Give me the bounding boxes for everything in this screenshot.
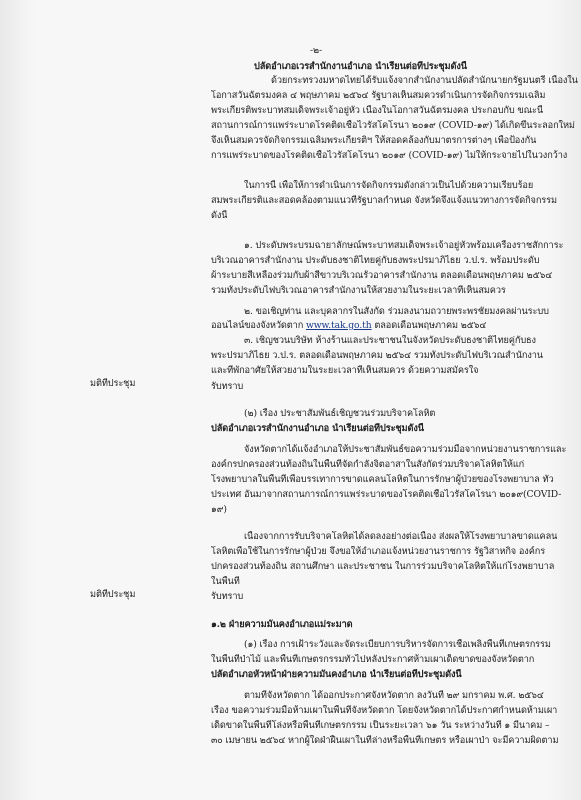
page-number: -๒- — [310, 45, 322, 56]
text-line: โลหิตเพื่อใช้ในการรักษาผู้ป่วย จึงขอให้อำเภอแจ้งหน่วยงานราชการ รัฐวิสาหกิจ องค์กร — [211, 546, 546, 557]
text-line: จึงเห็นสมควรจัดกิจกรรมเฉลิมพระเกียรติฯ ให้สอดคล้องกับมาตรการต่างๆ เพื่อป้องกัน — [211, 135, 537, 146]
section-heading: ๑.๒ ฝ่ายความมั่นคงอำเภอแม่ระมาด — [211, 619, 353, 630]
text-line: ในพื้นที่ — [211, 576, 240, 587]
text-line: ๑๙) — [211, 504, 227, 515]
text-line: โรงพยาบาลในพื้นที่เพื่อบรรเทาการขาดแคลนโลหิตในการรักษาผู้ป่วยของโรงพยาบาล ทั่ว — [211, 474, 554, 485]
text-segment: ตลอดเดือนพฤษภาคม ๒๕๖๔ — [371, 320, 487, 331]
agenda-item-title: (๒) เรื่อง ประชาสัมพันธ์เชิญชวนร่วมบริจาคโลหิต — [244, 408, 436, 419]
text-line: ๓๐ เมษายน ๒๕๖๔ หากผู้ใดฝ่าฝืนเผาในที่ล่างหรือพื้นที่เกษตร หรือเผาป่า จะมีความผิดตาม — [211, 735, 559, 746]
text-line: ผ้าระบายสีเหลืองร่วมกับผ้าสีขาวบริเวณรั้วอาคารสำนักงาน ตลอดเดือนพฤษภาคม ๒๕๖๔ — [211, 270, 553, 281]
resolution-label: มติที่ประชุม — [90, 589, 136, 600]
resolution-label: มติที่ประชุม — [90, 378, 136, 389]
text-line: ในการนี้ เพื่อให้การดำเนินการจัดกิจกรรมดังกล่าวเป็นไปด้วยความเรียบร้อย — [244, 180, 534, 191]
website-link[interactable]: www.tak.go.th — [306, 320, 372, 331]
text-line: ปกครองส่วนท้องถิ่น สถานศึกษา และประชาชน ในการร่วมบริจาคโลหิตให้แก่โรงพยาบาล — [211, 561, 555, 572]
text-line: จังหวัดตากได้แจ้งอำเภอให้ประชาสัมพันธ์ขอความร่วมมือจากหน่วยงานราชการและ — [244, 444, 567, 455]
text-line: ๓. เชิญชวนบริษัท ห้างร้านและประชาชนในจังหวัดประดับธงชาติไทยคู่กับธง — [244, 335, 536, 346]
text-line: เด็ดขาดในพื้นที่โล่งหรือพื้นที่เกษตรกรรม เป็นระยะเวลา ๖๑ วัน ระหว่างวันที่ ๑ มีนาคม – — [211, 720, 550, 731]
text-line: ดังนี้ — [211, 210, 228, 221]
text-line: การแพร่ระบาดของโรคติดเชื้อไวรัสโคโรนา ๒๐๑๙ (COVID-๑๙) ไม่ให้กระจายไปในวงกว้าง — [211, 150, 568, 161]
resolution-text: รับทราบ — [211, 381, 244, 392]
text-line: ตามที่จังหวัดตาก ได้ออกประกาศจังหวัดตาก ลงวันที่ ๒๙ มกราคม พ.ศ. ๒๕๖๔ — [244, 690, 544, 701]
text-line: พระปรมาภิไธย ว.ป.ร. ตลอดเดือนพฤษภาคม ๒๕๖๔ รวมทั้งประดับไฟบริเวณสำนักงาน — [211, 350, 543, 361]
text-line: ๒. ขอเชิญท่าน และบุคลากรในสังกัด ร่วมลงนามถวายพระพรชัยมงคลผ่านระบบ — [244, 306, 549, 317]
speaker-line: ปลัดอำเภอเวรสำนักงานอำเภอ นำเรียนต่อที่ประชุมดังนี้ — [211, 423, 424, 434]
text-segment: ออนไลน์ของจังหวัดตาก — [211, 320, 304, 331]
agenda-item-title: (๑) เรื่อง การเฝ้าระวังและจัดระเบียบการบริหารจัดการเชื้อเพลิงพื้นที่เกษตรกรรม — [244, 639, 551, 650]
speaker-line: ปลัดอำเภอเวรสำนักงานอำเภอ นำเรียนต่อที่ประชุมดังนี้ — [254, 61, 467, 72]
text-line: ในพื้นที่ป่าไม้ และพื้นที่เกษตรกรรมทั่วไปหลังประกาศห้ามเผาเด็ดขาดของจังหวัดตาก — [211, 654, 535, 665]
text-line: รวมทั้งประดับไฟบริเวณอาคารสำนักงานให้สวยงามในระยะเวลาที่เห็นสมควร — [211, 285, 506, 296]
speaker-line: ปลัดอำเภอหัวหน้าฝ่ายความมั่นคงอำเภอ นำเรียนต่อที่ประชุมดังนี้ — [211, 669, 462, 680]
text-line: สมพระเกียรติและสอดคล้องตามแนวที่รัฐบาลกำหนด จังหวัดจึงแจ้งแนวทางการจัดกิจกรรม — [211, 195, 557, 206]
text-line: ประเทศ อันมาจากสถานการณ์การแพร่ระบาดของโรคติดเชื้อไวรัสโคโรนา ๒๐๑๙(COVID- — [211, 489, 562, 500]
text-line: บริเวณอาคารสำนักงาน ประดับธงชาติไทยคู่กับธงพระปรมาภิไธย ว.ป.ร. พร้อมประดับ — [211, 255, 540, 266]
text-line: ด้วยกระทรวงมหาดไทยได้รับแจ้งจากสำนักงานปลัดสำนักนายกรัฐมนตรี เนื่องใน — [271, 75, 578, 86]
text-line: เรื่อง ขอความร่วมมือห้ามเผาในพื้นที่จังหวัดตาก โดยจังหวัดตากได้ประกาศกำหนดห้ามเผา — [211, 705, 558, 716]
text-line: โอกาสวันฉัตรมงคล ๔ พฤษภาคม ๒๕๖๔ รัฐบาลเห็นสมควรดำเนินการจัดกิจกรรมเฉลิม — [211, 90, 546, 101]
text-line: องค์กรปกครองส่วนท้องถิ่นในพื้นที่จัดกำลังจิตอาสาในสังกัดร่วมบริจาคโลหิตให้แก่ — [211, 459, 525, 470]
text-line-link — [211, 320, 486, 332]
text-line: พระเกียรติพระบาทสมเด็จพระเจ้าอยู่หัว เนื่องในโอกาสวันฉัตรมงคล ประกอบกับ ขณะนี้ — [211, 105, 544, 116]
resolution-text: รับทราบ — [211, 591, 244, 602]
text-line: เนื่องจากการรับบริจาคโลหิตได้ลดลงอย่างต่อเนื่อง ส่งผลให้โรงพยาบาลขาดแคลน — [244, 531, 558, 542]
text-line: สถานการณ์การแพร่ระบาดโรคติดเชื้อไวรัสโคโรนา ๒๐๑๙ (COVID-๑๙) ได้เกิดขึ้นระลอกใหม่ — [211, 120, 575, 131]
text-line: ๑. ประดับพระบรมฉายาลักษณ์พระบาทสมเด็จพระเจ้าอยู่หัวพร้อมเครื่องราชสักการะ — [244, 240, 564, 251]
text-line: และที่พักอาศัยให้สวยงามในระยะเวลาที่เห็นสมควร ด้วยความสมัครใจ — [211, 365, 479, 376]
